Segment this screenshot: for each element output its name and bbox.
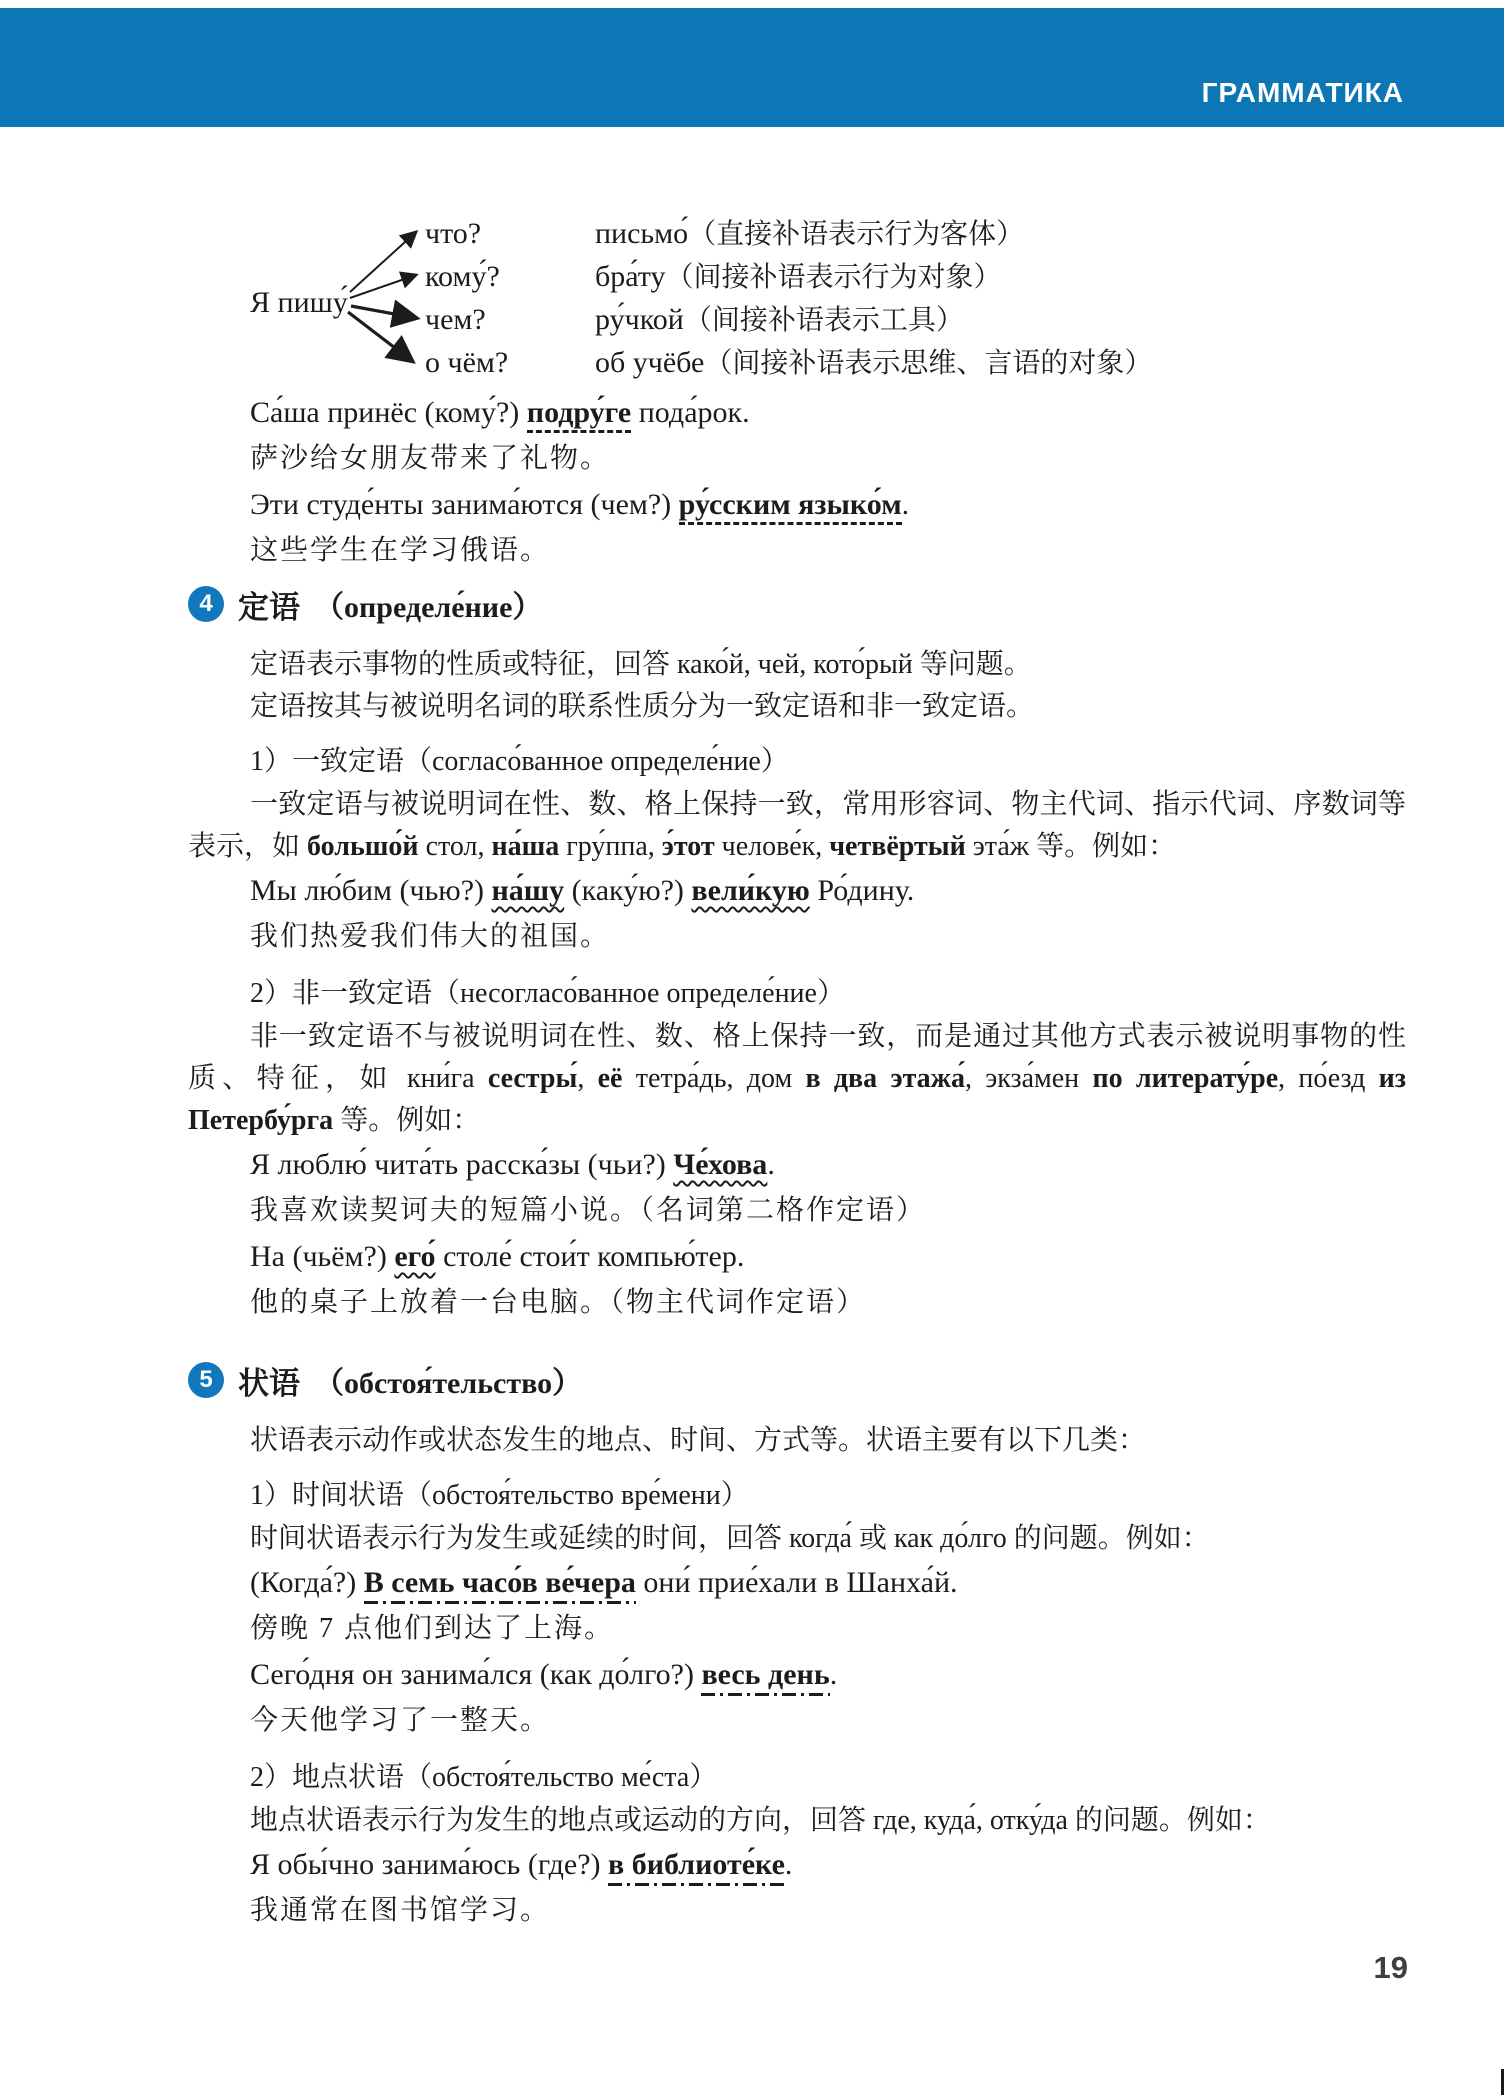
text-segment: (каку́ю?) xyxy=(564,874,692,907)
text-segment: Я люблю́ чита́ть расска́зы (чьи?) xyxy=(250,1148,674,1181)
section-title-zh: 状语 xyxy=(238,1365,300,1402)
diagram-arrows-icon xyxy=(338,216,428,378)
text-segment: на́шу xyxy=(491,874,565,907)
text-segment: . xyxy=(829,1658,838,1691)
verb-government-diagram xyxy=(188,210,1406,384)
text-segment: ру́сским языко́м xyxy=(679,488,902,525)
text-segment: тетра́дь, дом xyxy=(622,1063,806,1094)
text-segment: , экза́мен xyxy=(964,1063,1093,1094)
text-segment: стол, xyxy=(418,831,492,862)
diagram-row xyxy=(425,341,1152,384)
text-segment: , xyxy=(577,1063,598,1094)
paragraph: 状语表示动作或状态发生的地点、时间、方式等。状语主要有以下几类： xyxy=(250,1425,1147,1456)
paragraph: 定语按其与被说明名词的联系性质分为一致定语和非一致定语。 xyxy=(250,691,1035,722)
subsection-title: 1）一致定语（согласо́ванное определе́ние） xyxy=(250,746,789,777)
diagram-answer: бра́ту xyxy=(595,260,666,293)
main-content xyxy=(188,210,1406,1934)
text-segment: В семь часо́в ве́чера xyxy=(364,1566,636,1604)
text-segment: челове́к, xyxy=(714,831,830,862)
example-chinese: 萨沙给女朋友带来了礼物。 xyxy=(250,443,611,474)
text-segment: Мы лю́бим (чью?) xyxy=(250,874,492,907)
text-segment: из Петербу́рга xyxy=(188,1063,1407,1136)
text-segment: Че́хова xyxy=(673,1148,768,1181)
text-segment: его́ xyxy=(394,1240,436,1273)
diagram-row xyxy=(425,298,964,341)
section-title-ru: （обстоя́тельство） xyxy=(314,1367,583,1400)
text-segment: Ро́дину. xyxy=(809,874,915,907)
example-chinese: 傍晚 7 点他们到达了上海。 xyxy=(250,1613,615,1644)
example-chinese: 我通常在图书馆学习。 xyxy=(250,1895,551,1926)
text-segment: На (чьём?) xyxy=(250,1240,395,1273)
text-segment: . xyxy=(901,488,910,521)
text-segment: Эти студе́нты занима́ются (чем?) xyxy=(250,488,679,521)
text-segment: сестры́ xyxy=(487,1063,578,1094)
text-segment: гру́ппа, xyxy=(559,831,662,862)
example-russian xyxy=(188,390,1406,436)
text-segment: эта́ж 等。例如： xyxy=(965,831,1177,862)
paragraph: 地点状语表示行为发生的地点或运动的方向，回答 где, куда́, отку́да 的问题。例如： xyxy=(250,1805,1271,1836)
example-russian xyxy=(188,482,1406,528)
text-segment: столе́ стои́т компью́тер. xyxy=(435,1240,745,1273)
diagram-note: （间接补语表示工具） xyxy=(683,305,964,336)
diagram-subject: Я пишу́ xyxy=(250,286,348,319)
text-segment: её xyxy=(597,1063,623,1094)
text-segment: 等。例如： xyxy=(333,1105,481,1136)
section-heading-adverbial xyxy=(188,1358,1406,1402)
paragraph xyxy=(188,784,1406,868)
page-number: 19 xyxy=(1373,1950,1408,1985)
subsection-title: 2）地点状语（обстоя́тельство ме́ста） xyxy=(250,1762,718,1793)
text-segment: на́ша xyxy=(491,831,560,862)
text-segment: в библиоте́ке xyxy=(608,1848,785,1886)
paragraph xyxy=(188,1016,1406,1142)
page-header-title: ГРАММАТИКА xyxy=(1201,77,1404,108)
text-segment: весь день xyxy=(701,1658,829,1696)
section-title-ru: （определе́ние） xyxy=(314,591,543,624)
text-segment: Са́ша принёс (кому́?) xyxy=(250,396,527,429)
example-russian xyxy=(188,1842,1406,1888)
example-russian xyxy=(188,1652,1406,1698)
diagram-answer: письмо́ xyxy=(595,217,689,250)
example-russian xyxy=(188,1234,1406,1280)
text-segment: вели́кую xyxy=(691,874,810,907)
text-segment: (Когда́?) xyxy=(250,1566,364,1599)
example-chinese: 这些学生在学习俄语。 xyxy=(250,535,551,566)
text-segment: 非一致定语不与被说明词在性、数、格上保持一致，而是通过其他方式表示被说明事物的性质、特征，如 кни́га xyxy=(188,1021,1406,1094)
example-russian xyxy=(188,1142,1406,1188)
text-segment: пода́рок. xyxy=(631,396,750,429)
text-segment: . xyxy=(767,1148,775,1181)
diagram-question: чем? xyxy=(425,303,486,336)
diagram-note: （间接补语表示行为对象） xyxy=(665,262,1002,293)
diagram-answer: ру́чкой xyxy=(595,303,684,336)
example-russian xyxy=(188,1560,1406,1606)
text-segment: , по́езд xyxy=(1278,1063,1379,1094)
example-russian xyxy=(188,868,1406,914)
text-segment: . xyxy=(784,1848,793,1881)
diagram-question: что? xyxy=(425,217,482,250)
text-segment: они́ прие́хали в Шанха́й. xyxy=(635,1566,958,1599)
diagram-row xyxy=(425,255,1002,298)
example-chinese: 我喜欢读契诃夫的短篇小说。（名词第二格作定语） xyxy=(250,1195,927,1226)
subsection-title: 2）非一致定语（несогласо́ванное определе́ние） xyxy=(250,978,845,1009)
section-number-badge: 5 xyxy=(188,1362,224,1398)
diagram-question: о чём? xyxy=(425,346,509,379)
paragraph: 定语表示事物的性质或特征，回答 како́й, чей, кото́рый 等问题。 xyxy=(250,649,1032,680)
section-number-badge: 4 xyxy=(188,586,224,622)
example-chinese: 他的桌子上放着一台电脑。（物主代词作定语） xyxy=(250,1287,867,1318)
example-chinese: 我们热爱我们伟大的祖国。 xyxy=(250,921,611,952)
subsection-title: 1）时间状语（обстоя́тельство вре́мени） xyxy=(250,1480,749,1511)
diagram-question: кому́? xyxy=(425,260,500,293)
text-segment: четвёртый xyxy=(829,831,966,862)
diagram-note: （间接补语表示思维、言语的对象） xyxy=(704,348,1153,379)
example-chinese: 今天他学习了一整天。 xyxy=(250,1705,551,1736)
text-segment: большо́й xyxy=(307,831,419,862)
text-segment: Сего́дня он занима́лся (как до́лго?) xyxy=(250,1658,702,1691)
text-segment: 一致定语与被说明词在性、数、格上保持一致，常用形容词、物主代词、指示代词、序数词等表示，如 xyxy=(188,789,1406,862)
text-segment: Я обы́чно занима́юсь (где?) xyxy=(250,1848,609,1881)
section-heading-attribute xyxy=(188,582,1406,626)
paragraph: 时间状语表示行为发生或延续的时间，回答 когда́ 或 как до́лго 的问题。例如： xyxy=(250,1523,1210,1554)
text-segment: в два этажа́ xyxy=(805,1063,965,1094)
text-segment: э́тот xyxy=(661,831,715,862)
text-segment: по литерату́ре xyxy=(1092,1063,1279,1094)
diagram-answer: об учёбе xyxy=(595,346,705,379)
diagram-note: （直接补语表示行为客体） xyxy=(688,219,1025,250)
section-title-zh: 定语 xyxy=(238,589,300,626)
header-bar xyxy=(0,8,1504,127)
text-segment: подру́ге xyxy=(527,396,631,433)
diagram-row xyxy=(425,212,1024,255)
